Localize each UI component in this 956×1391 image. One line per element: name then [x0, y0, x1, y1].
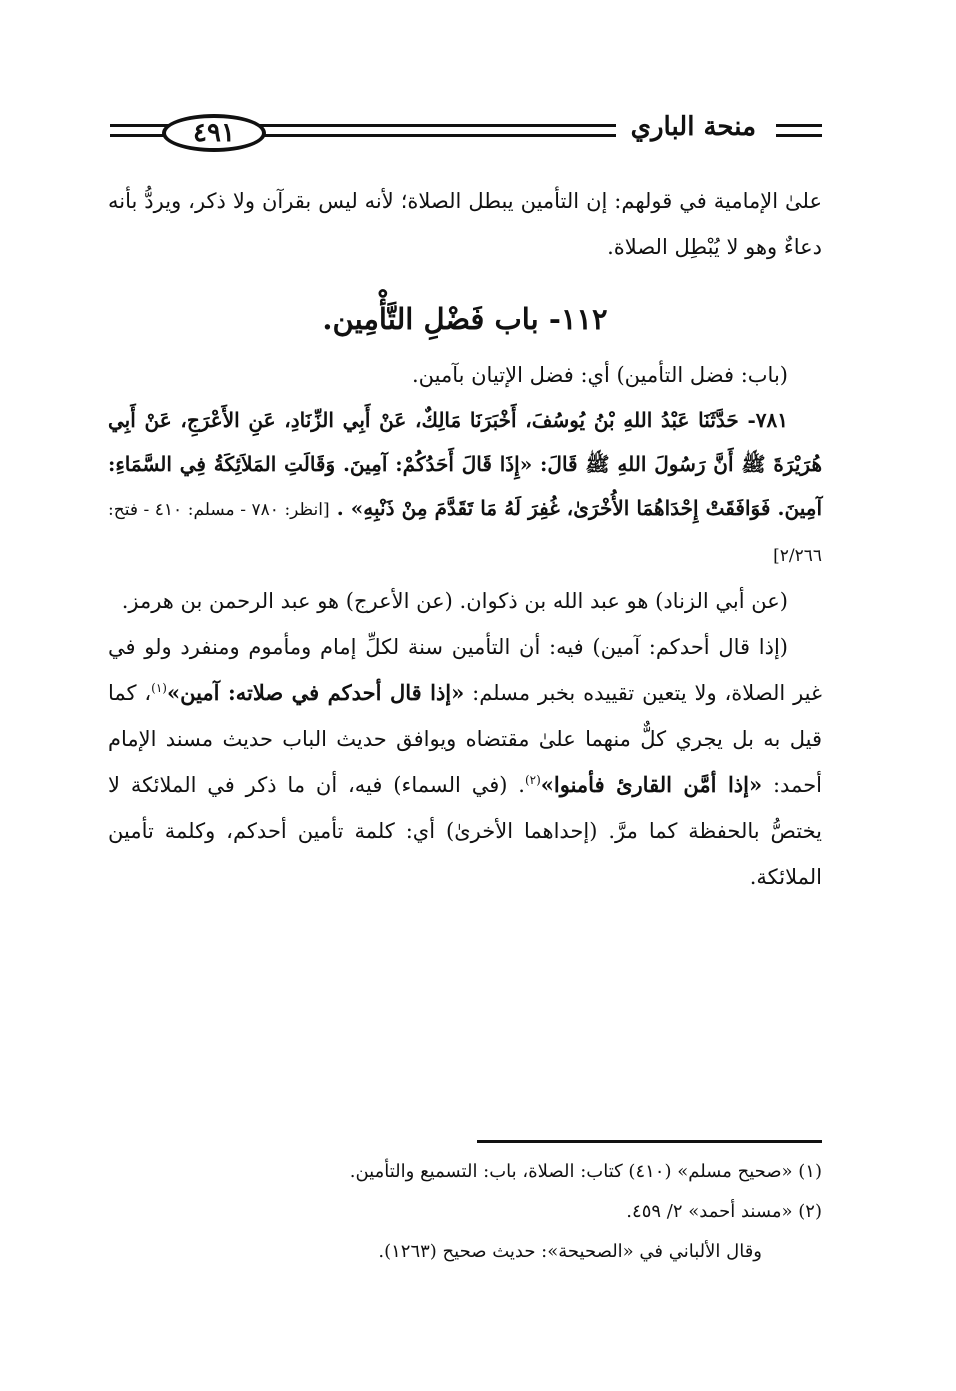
header-rule-right-bottom	[776, 134, 822, 137]
commentary-paragraph-1: (عن أبي الزناد) هو عبد الله بن ذكوان. (عن الأعرج) هو عبد الرحمن بن هرمز.	[121, 589, 788, 613]
intro-paragraph	[108, 178, 822, 270]
page-number: ٤٩١	[162, 114, 266, 152]
chapter-title: ١١٢- باب فَضْلِ التَّأْمِين.	[322, 302, 608, 336]
quote-ahmad: «إذا أمَّن القارئ فأمنوا»	[540, 772, 763, 797]
hadith-text: ٧٨١- حَدَّثَنَا عَبْدُ اللهِ بْنُ يُوسُفَ، أَخْبَرَنَا مَالِكٌ، عَنْ أَبِي الزِّنَادِ، عَنِ الأَعْرَجِ، عَنْ أَبِي هُرَيْرَةَ ﷺ أَنَّ رَسُولَ اللهِ ﷺ قَالَ: «إِذَا قَالَ أَحَدُكُمْ: آمِينَ. وَقَالَتِ المَلاَئِكَةُ فِي السَّمَاءِ: آمِينَ. فَوَافَقَتْ إِحْدَاهُمَا الأُخْرَىٰ، غُفِرَ لَهُ مَا تَقَدَّمَ مِنْ ذَنْبِهِ» .	[108, 408, 823, 520]
book-title: منحة الباري	[630, 112, 756, 142]
hadith-reference: [انظر: ٧٨٠ - مسلم: ٤١٠ - فتح: ٢/٢٦٦]	[108, 500, 822, 566]
footnote-2: (٢) «مسند أحمد» ٢/ ٤٥٩.	[626, 1201, 822, 1222]
intro-line-1: علىٰ الإمامية في قولهم: إن التأمين يبطل الصلاة؛ لأنه ليس بقرآن ولا	[232, 189, 822, 213]
footnote-marker-2[interactable]: (٢)	[524, 773, 541, 787]
header-rule-right-top	[776, 124, 822, 127]
footnote-2-note: وقال الألباني في «الصحيحة»: حديث صحيح (١٢٦٣).	[378, 1241, 762, 1262]
para2-text-c: . (في السماء) فيه، أن ما ذكر في الملائكة لا يختصُّ بالحفظة كما مرَّ. (إحداهما الأخرىٰ) أي: كلمة تأمين أحدكم، وكلمة تأمين الملائكة.	[108, 773, 822, 889]
intro-line-2: ذكر، ويردُّ بأنه دعاءٌ وهو لا يُبْطِل الصلاة.	[108, 189, 822, 259]
footnote-marker-1[interactable]: (١)	[151, 681, 167, 695]
footnote-divider	[477, 1140, 822, 1143]
page-header	[110, 100, 822, 160]
footnote-1: (١) «صحيح مسلم» (٤١٠) كتاب: الصلاة، باب: التسميع والتأمين.	[349, 1161, 822, 1182]
header-rule-middle-bottom	[250, 134, 616, 137]
chapter-explanation: (باب: فضل التأمين) أي: فضل الإتيان بآمين.	[411, 363, 788, 387]
para2-text-b: ، كما قيل به بل يجري كلٌّ منهما علىٰ مقتضاه ويوافق حديث الباب حديث مسند الإمام أحمد:	[108, 681, 823, 797]
commentary-paragraph-2	[108, 624, 822, 900]
page-content	[108, 178, 822, 900]
hadith-paragraph	[108, 398, 822, 578]
header-rule-middle-top	[250, 124, 616, 127]
quote-muslim: «إذا قال أحدكم في صلاته: آمين»	[166, 680, 465, 705]
footnotes	[108, 1152, 822, 1272]
para2-text-a: (إذا قال أحدكم: آمين) فيه: أن التأمين سنة لكلِّ إمام ومأموم ومنفرد ولو في غير الصلاة، ولا يتعين تقييده بخبر مسلم:	[108, 635, 823, 705]
